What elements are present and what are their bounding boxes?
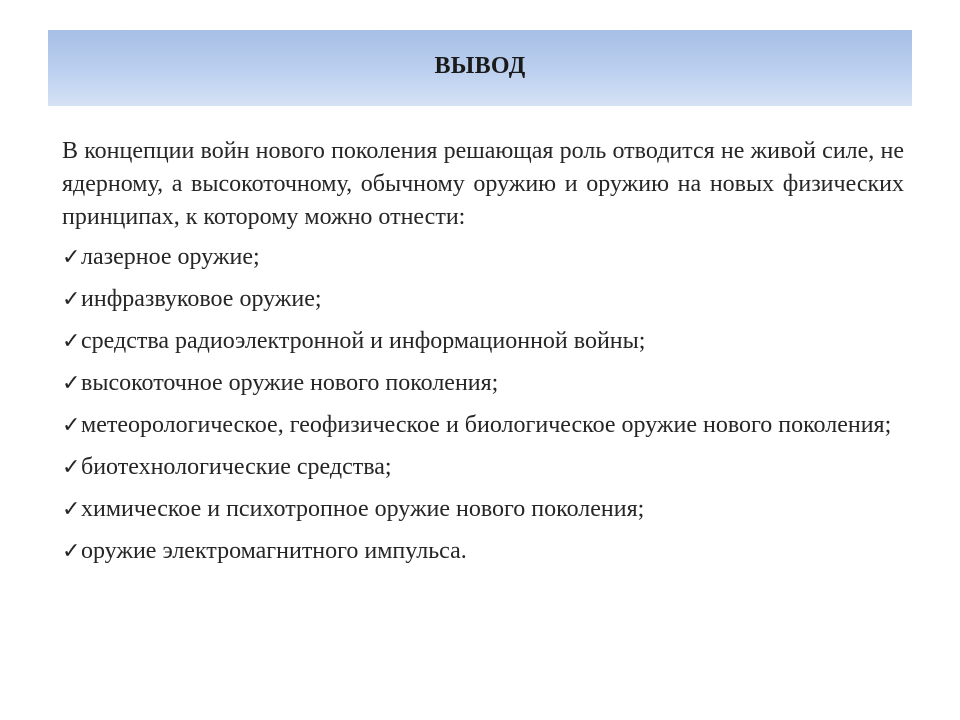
list-item xyxy=(62,535,904,568)
title-bar xyxy=(48,30,912,106)
checkmark-icon: ✓ xyxy=(62,455,81,480)
checkmark-icon: ✓ xyxy=(62,287,81,312)
list-item-label: метеорологическое, геофизическое и биологическое оружие нового поколения; xyxy=(81,412,892,438)
checkmark-icon: ✓ xyxy=(62,497,81,522)
slide-body xyxy=(62,135,904,577)
list-item xyxy=(62,451,904,484)
list-item xyxy=(62,493,904,526)
checkmark-icon: ✓ xyxy=(62,413,81,438)
list-item xyxy=(62,367,904,400)
list-item-label: средства радиоэлектронной и информационной войны; xyxy=(81,328,646,354)
weapons-list xyxy=(62,241,904,568)
list-item xyxy=(62,241,904,274)
list-item xyxy=(62,325,904,358)
checkmark-icon: ✓ xyxy=(62,539,81,564)
intro-paragraph: В концепции войн нового поколения решающая роль отводится не живой силе, не ядерному, а высокоточному, обычному оружию и оружию на новых физических принципах, к которому можно отнести: xyxy=(62,138,904,230)
list-item-label: химическое и психотропное оружие нового поколения; xyxy=(81,496,645,522)
checkmark-icon: ✓ xyxy=(62,329,81,354)
list-item-label: биотехнологические средства; xyxy=(81,454,392,480)
list-item-label: высокоточное оружие нового поколения; xyxy=(81,370,499,396)
list-item-label: инфразвуковое оружие; xyxy=(81,286,322,312)
list-item-label: лазерное оружие; xyxy=(81,244,260,270)
checkmark-icon: ✓ xyxy=(62,371,81,396)
list-item xyxy=(62,409,904,442)
list-item xyxy=(62,283,904,316)
slide-title: ВЫВОД xyxy=(434,52,526,79)
list-item-label: оружие электромагнитного импульса. xyxy=(81,538,467,564)
checkmark-icon: ✓ xyxy=(62,245,81,270)
